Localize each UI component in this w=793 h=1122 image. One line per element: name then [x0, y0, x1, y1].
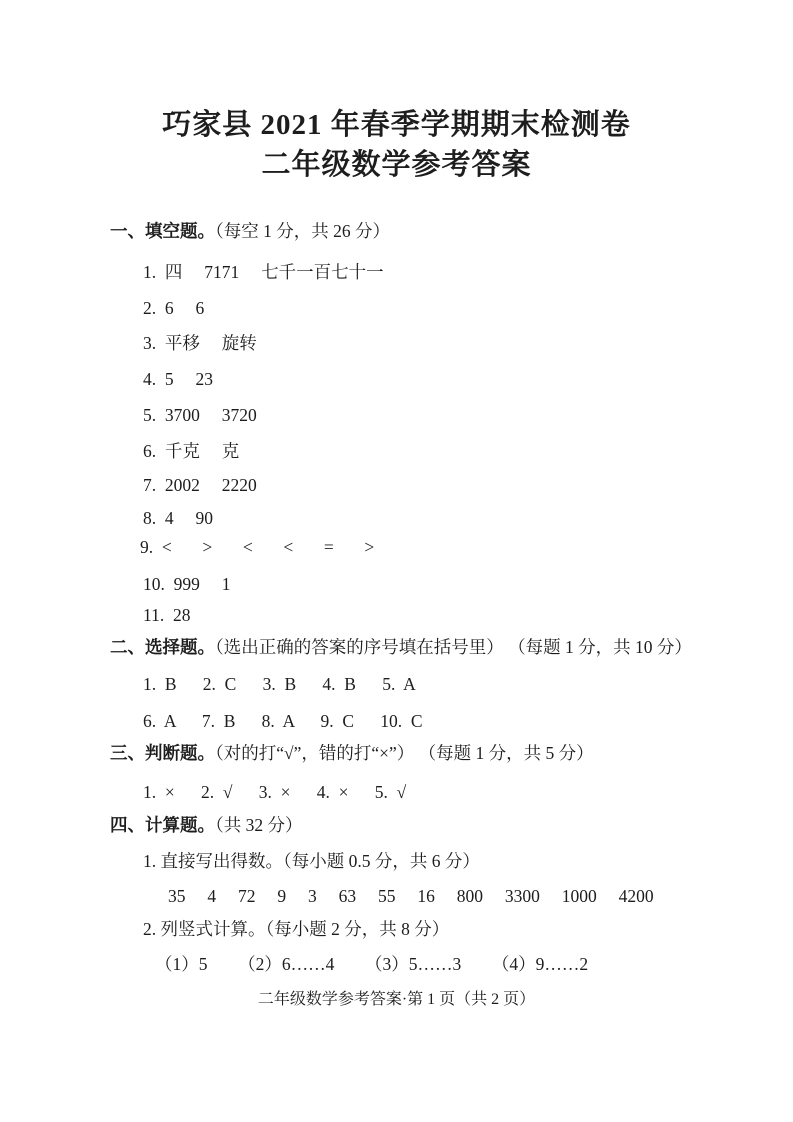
fill-blank-item-2: 2. 6 6 — [143, 298, 205, 318]
fill-blank-item-7: 7. 2002 2220 — [143, 475, 257, 495]
judge-answers-row: 1. × 2. √ 3. × 4. × 5. √ — [143, 782, 407, 802]
page-title-line1: 巧家县 2021 年春季学期期末检测卷 — [162, 109, 631, 141]
section-fill-blank-heading-label: 一、填空题。 — [110, 221, 215, 241]
section-calc-heading — [110, 814, 303, 837]
page-title-line2: 二年级数学参考答案 — [261, 149, 532, 181]
calc-vertical-label: 2. 列竖式计算。（每小题 2 分，共 8 分） — [143, 919, 450, 939]
section-fill-blank-heading-note: （每空 1 分，共 26 分） — [215, 221, 390, 241]
page-footer: 二年级数学参考答案·第 1 页（共 2 页） — [257, 991, 536, 1008]
fill-blank-item-8: 8. 4 90 — [143, 508, 213, 528]
fill-blank-item-3: 3. 平移 旋转 — [143, 333, 257, 353]
fill-blank-item-11: 11. 28 — [143, 605, 191, 625]
fill-blank-item-6: 6. 千克 克 — [143, 441, 240, 461]
section-choice-heading-label: 二、选择题。 — [110, 637, 215, 657]
fill-blank-item-1: 1. 四 7171 七千一百七十一 — [143, 262, 384, 282]
section-choice-heading — [110, 636, 692, 659]
fill-blank-item-9: 9. < > < < = > — [140, 537, 375, 557]
section-judge-heading-note: （对的打“√”，错的打“×”） （每题 1 分，共 5 分） — [215, 743, 594, 763]
calc-vertical-answers: （1）5 （2）6……4 （3）5……3 （4）9……2 — [155, 954, 589, 974]
section-judge-heading — [110, 742, 594, 765]
choice-answers-row-1: 1. B 2. C 3. B 4. B 5. A — [143, 674, 416, 694]
calc-direct-answers: 35 4 72 9 3 63 55 16 800 3300 1000 4200 — [168, 886, 654, 906]
section-calc-heading-note: （共 32 分） — [215, 815, 303, 835]
section-fill-blank-heading — [110, 220, 390, 243]
section-choice-heading-note: （选出正确的答案的序号填在括号里） （每题 1 分，共 10 分） — [215, 637, 692, 657]
section-calc-heading-label: 四、计算题。 — [110, 815, 215, 835]
section-judge-heading-label: 三、判断题。 — [110, 743, 215, 763]
fill-blank-item-4: 4. 5 23 — [143, 369, 213, 389]
choice-answers-row-2: 6. A 7. B 8. A 9. C 10. C — [143, 711, 423, 731]
calc-direct-label: 1. 直接写出得数。（每小题 0.5 分，共 6 分） — [143, 851, 480, 871]
fill-blank-item-5: 5. 3700 3720 — [143, 405, 257, 425]
fill-blank-item-10: 10. 999 1 — [143, 574, 231, 594]
